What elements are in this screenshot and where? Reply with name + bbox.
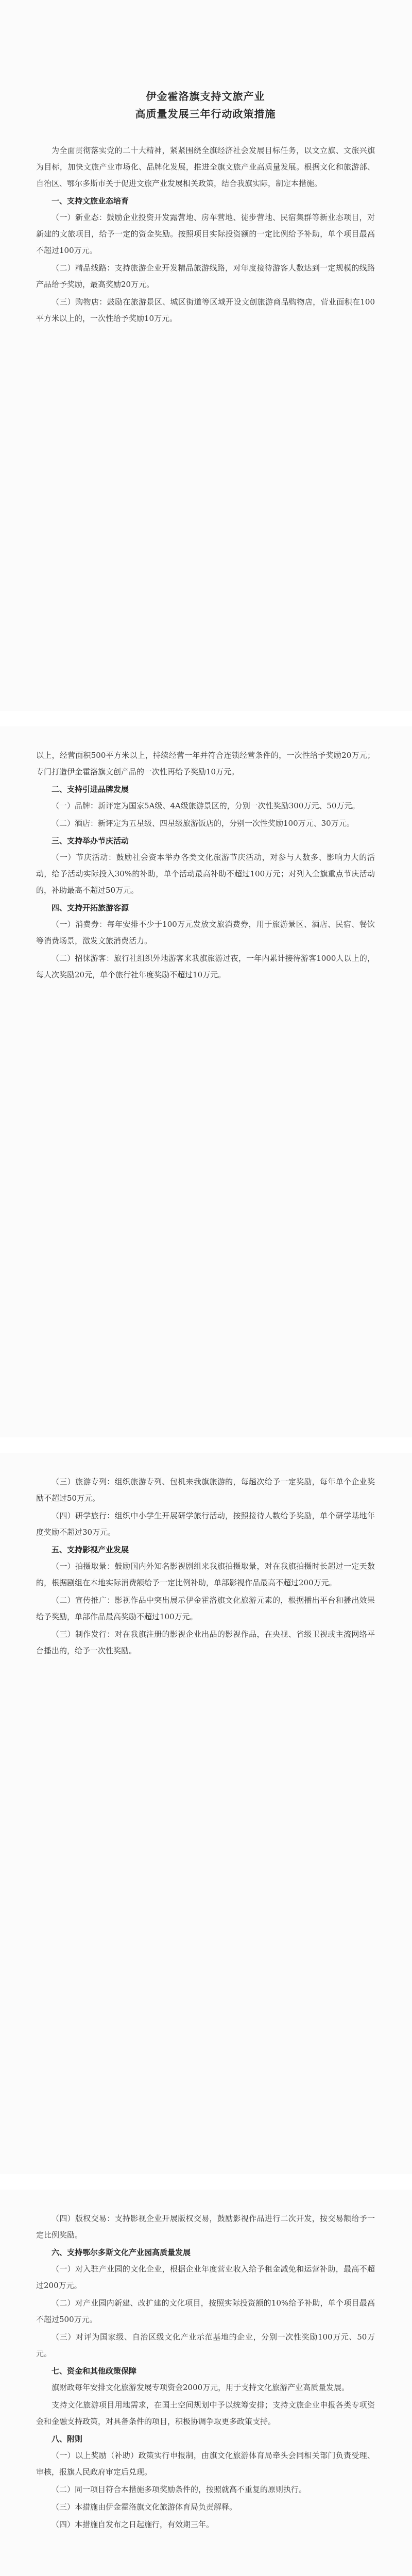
section-heading-6: 六、支持鄂尔多斯文化产业园高质量发展 — [52, 2248, 191, 2257]
paragraph: （二）精品线路：支持旅游企业开发精品旅游线路，对年度接待游客人数达到一定规模的线路产品给予奖励，最高奖励20万元。 — [36, 263, 375, 289]
paragraph: （一）拍摄取景：鼓励国内外知名影视剧组来我旗拍摄取景，对在我旗拍摄时长超过一定天数的，根据剧组在本地实际消费额给予一定比例补助，单部影视作品最高不超过200万元。 — [36, 1562, 375, 1587]
paragraph: （二）酒店：新评定为五星级、四星级旅游饭店的，分别一次性奖励100万元、30万元。 — [52, 819, 354, 828]
document-page-2 — [0, 726, 412, 1437]
paragraph: （三）对评为国家级、自治区级文化产业示范基地的企业，分别一次性奖励100万元、50万元。 — [36, 2332, 375, 2358]
intro-paragraph: 为全面贯彻落实党的二十大精神，紧紧围绕全旗经济社会发展目标任务，以文立旗、文旅兴旗为目标，加快文旅产业市场化、品牌化发展，推进全旗文旅产业高质量发展。根据文化和旅游部、自治区、鄂尔多斯市关于促进文旅产业发展相关政策，结合我旗实际，制定本措施。 — [36, 146, 375, 188]
paragraph: （一）节庆活动：鼓励社会资本举办各类文化旅游节庆活动，对参与人数多、影响力大的活动，给予活动实际投入30%的补助，单个活动最高补助不超过100万元；对列入全旗重点节庆活动的，补助最高不超过50万元。 — [36, 853, 375, 895]
document-page-4 — [0, 2190, 412, 2576]
paragraph: （一）对入驻产业园的文化企业，根据企业年度营业收入给予租金减免和运营补助，最高不超过200万元。 — [36, 2264, 375, 2290]
document-page-3 — [0, 1453, 412, 2174]
paragraph: （三）购物店：鼓励在旅游景区、城区街道等区域开设文创旅游商品购物店，营业面积在100平方米以上的，一次性给予奖励10万元。 — [36, 297, 375, 323]
paragraph: （二）同一项目符合本措施多项奖励条件的，按照就高不重复的原则执行。 — [52, 2485, 307, 2494]
paragraph: （三）本措施由伊金霍洛旗文化旅游体育局负责解释。 — [52, 2502, 237, 2512]
paragraph: 旗财政每年安排文化旅游发展专项资金2000万元，用于支持文化旅游产业高质量发展。 — [52, 2383, 350, 2392]
paragraph: （二）宣传推广：影视作品中突出展示伊金霍洛旗文化旅游元素的，根据播出平台和播出效果给予奖励，单部作品最高奖励不超过100万元。 — [36, 1596, 375, 1621]
document-subtitle: 高质量发展三年行动政策措施 — [135, 108, 276, 120]
document-title: 伊金霍洛旗支持文旅产业 — [146, 90, 265, 103]
section-heading-1: 一、支持文旅业态培育 — [52, 196, 129, 206]
paragraph: （三）旅游专列：组织旅游专列、包机来我旗旅游的，每趟次给予一定奖励，每年单个企业奖励不超过50万元。 — [36, 1477, 375, 1503]
paragraph: （二）对产业园内新建、改扩建的文化项目，按照实际投资额的10%给予补助，单个项目最高不超过500万元。 — [36, 2298, 375, 2324]
section-heading-4: 四、支持开拓旅游客源 — [52, 903, 129, 912]
paragraph: 支持文化旅游项目用地需求，在国土空间规划中予以统筹安排；支持文旅企业申报各类专项资金和金融支持政策，对具备条件的项目，积极协调争取更多政策支持。 — [36, 2400, 375, 2426]
paragraph: （一）新业态：鼓励企业投资开发露营地、房车营地、徒步营地、民宿集群等新业态项目，对新建的文旅项目，给予一定的资金奖励。按照项目实际投资额的一定比例给予补助，单个项目最高不超过100万元。 — [36, 213, 375, 255]
paragraph: （四）研学旅行：组织中小学生开展研学旅行活动，按照接待人数给予奖励，单个研学基地年度奖励不超过30万元。 — [36, 1511, 375, 1537]
paragraph: （三）制作发行：对在我旗注册的影视企业出品的影视作品，在央视、省级卫视或主流网络平台播出的，给予一次性奖励。 — [36, 1630, 375, 1655]
paragraph: （四）本措施自发布之日起施行，有效期三年。 — [52, 2520, 214, 2529]
paragraph: （四）版权交易：支持影视企业开展版权交易，鼓励影视作品进行二次开发，按交易额给予一定比例奖励。 — [36, 2214, 375, 2240]
section-heading-2: 二、支持引进品牌发展 — [52, 785, 129, 794]
document-page-1 — [0, 0, 412, 711]
paragraph: 以上，经营面积500平方米以上，持续经营一年并符合连锁经营条件的，一次性给予奖励20万元；专门打造伊金霍洛旗文创产品的一次性再给予奖励10万元。 — [36, 751, 375, 776]
section-heading-5: 五、支持影视产业发展 — [52, 1545, 129, 1554]
paragraph: （二）招徕游客：旅行社组织外地游客来我旗旅游过夜，一年内累计接待游客1000人以上的，每人次奖励20元，单个旅行社年度奖励不超过10万元。 — [36, 954, 375, 979]
paragraph: （一）消费券：每年安排不少于100万元发放文旅消费券，用于旅游景区、酒店、民宿、餐饮等消费场景，激发文旅消费活力。 — [36, 920, 375, 945]
section-heading-3: 三、支持举办节庆活动 — [52, 836, 129, 845]
paragraph: （一）品牌：新评定为国家5A级、4A级旅游景区的，分别一次性奖励300万元、50万元。 — [52, 801, 360, 810]
section-heading-7: 七、资金和其他政策保障 — [52, 2366, 137, 2376]
paragraph: （一）以上奖励（补助）政策实行申报制，由旗文化旅游体育局牵头会同相关部门负责受理、审核，报旗人民政府审定后兑现。 — [36, 2451, 375, 2477]
section-heading-8: 八、附则 — [52, 2434, 83, 2444]
